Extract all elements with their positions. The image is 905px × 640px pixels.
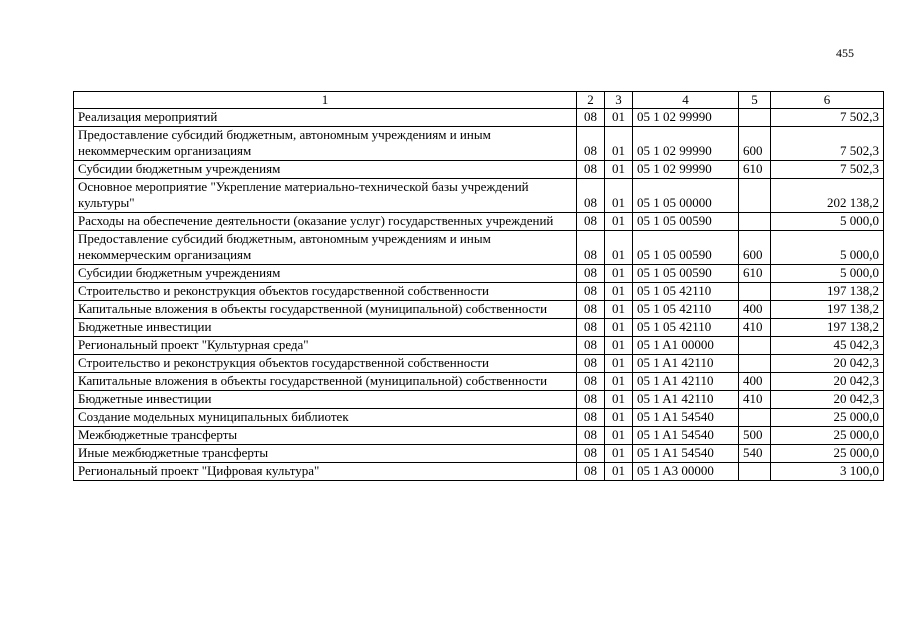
row-expense-type xyxy=(739,109,771,127)
row-name: Межбюджетные трансферты xyxy=(74,427,577,445)
row-section: 08 xyxy=(577,179,605,213)
row-expense-type xyxy=(739,409,771,427)
table-row xyxy=(74,355,884,373)
row-target-article: 05 1 A1 54540 xyxy=(633,409,739,427)
header-cell-target-article: 4 xyxy=(633,92,739,109)
row-section: 08 xyxy=(577,445,605,463)
row-subsection: 01 xyxy=(605,337,633,355)
row-section: 08 xyxy=(577,231,605,265)
row-name: Реализация мероприятий xyxy=(74,109,577,127)
row-section: 08 xyxy=(577,319,605,337)
row-amount: 5 000,0 xyxy=(771,213,884,231)
row-amount: 5 000,0 xyxy=(771,265,884,283)
row-amount: 20 042,3 xyxy=(771,391,884,409)
row-expense-type: 610 xyxy=(739,161,771,179)
row-section: 08 xyxy=(577,409,605,427)
row-target-article: 05 1 A1 42110 xyxy=(633,373,739,391)
row-section: 08 xyxy=(577,161,605,179)
row-target-article: 05 1 05 00590 xyxy=(633,231,739,265)
row-name: Расходы на обеспечение деятельности (оказание услуг) государственных учреждений xyxy=(74,213,577,231)
table-header-row xyxy=(74,92,884,109)
row-section: 08 xyxy=(577,213,605,231)
row-subsection: 01 xyxy=(605,427,633,445)
row-amount: 7 502,3 xyxy=(771,161,884,179)
row-amount: 20 042,3 xyxy=(771,373,884,391)
row-name: Капитальные вложения в объекты государственной (муниципальной) собственности xyxy=(74,301,577,319)
row-subsection: 01 xyxy=(605,231,633,265)
row-expense-type: 410 xyxy=(739,391,771,409)
row-expense-type: 540 xyxy=(739,445,771,463)
table-row xyxy=(74,265,884,283)
row-target-article: 05 1 02 99990 xyxy=(633,127,739,161)
row-amount: 7 502,3 xyxy=(771,109,884,127)
row-subsection: 01 xyxy=(605,355,633,373)
table-row xyxy=(74,127,884,161)
row-amount: 25 000,0 xyxy=(771,427,884,445)
row-name: Основное мероприятие "Укрепление материально-технической базы учреждений культуры" xyxy=(74,179,577,213)
row-target-article: 05 1 02 99990 xyxy=(633,161,739,179)
row-subsection: 01 xyxy=(605,319,633,337)
table-row xyxy=(74,109,884,127)
row-name: Бюджетные инвестиции xyxy=(74,391,577,409)
row-name: Бюджетные инвестиции xyxy=(74,319,577,337)
row-amount: 197 138,2 xyxy=(771,283,884,301)
row-name: Региональный проект "Культурная среда" xyxy=(74,337,577,355)
row-amount: 7 502,3 xyxy=(771,127,884,161)
row-section: 08 xyxy=(577,391,605,409)
row-amount: 197 138,2 xyxy=(771,301,884,319)
row-amount: 3 100,0 xyxy=(771,463,884,481)
row-subsection: 01 xyxy=(605,265,633,283)
header-cell-subsection: 3 xyxy=(605,92,633,109)
table-row xyxy=(74,463,884,481)
header-cell-amount: 6 xyxy=(771,92,884,109)
row-subsection: 01 xyxy=(605,179,633,213)
row-section: 08 xyxy=(577,301,605,319)
row-expense-type xyxy=(739,337,771,355)
table-row xyxy=(74,213,884,231)
row-section: 08 xyxy=(577,109,605,127)
row-subsection: 01 xyxy=(605,127,633,161)
row-name: Создание модельных муниципальных библиотек xyxy=(74,409,577,427)
row-amount: 197 138,2 xyxy=(771,319,884,337)
row-amount: 25 000,0 xyxy=(771,409,884,427)
table-row xyxy=(74,445,884,463)
row-expense-type xyxy=(739,179,771,213)
row-expense-type: 610 xyxy=(739,265,771,283)
row-name: Предоставление субсидий бюджетным, автономным учреждениям и иным некоммерческим организациям xyxy=(74,231,577,265)
row-target-article: 05 1 05 00590 xyxy=(633,265,739,283)
row-expense-type: 500 xyxy=(739,427,771,445)
row-target-article: 05 1 05 00000 xyxy=(633,179,739,213)
row-amount: 20 042,3 xyxy=(771,355,884,373)
row-target-article: 05 1 A3 00000 xyxy=(633,463,739,481)
row-expense-type: 600 xyxy=(739,127,771,161)
row-expense-type: 400 xyxy=(739,373,771,391)
row-expense-type: 600 xyxy=(739,231,771,265)
row-subsection: 01 xyxy=(605,373,633,391)
row-section: 08 xyxy=(577,373,605,391)
row-subsection: 01 xyxy=(605,391,633,409)
table-row xyxy=(74,161,884,179)
page-number: 455 xyxy=(836,46,854,60)
row-target-article: 05 1 05 42110 xyxy=(633,283,739,301)
table-row xyxy=(74,283,884,301)
row-section: 08 xyxy=(577,265,605,283)
row-name: Предоставление субсидий бюджетным, автономным учреждениям и иным некоммерческим организациям xyxy=(74,127,577,161)
row-name: Строительство и реконструкция объектов государственной собственности xyxy=(74,355,577,373)
table-row xyxy=(74,337,884,355)
row-subsection: 01 xyxy=(605,445,633,463)
row-section: 08 xyxy=(577,337,605,355)
row-subsection: 01 xyxy=(605,301,633,319)
table-row xyxy=(74,179,884,213)
table-row xyxy=(74,409,884,427)
row-subsection: 01 xyxy=(605,283,633,301)
row-subsection: 01 xyxy=(605,161,633,179)
table-row xyxy=(74,301,884,319)
header-cell-section: 2 xyxy=(577,92,605,109)
table-row xyxy=(74,231,884,265)
table-row xyxy=(74,373,884,391)
table-row xyxy=(74,391,884,409)
row-target-article: 05 1 A1 42110 xyxy=(633,355,739,373)
row-target-article: 05 1 A1 42110 xyxy=(633,391,739,409)
row-section: 08 xyxy=(577,427,605,445)
header-cell-expense-type: 5 xyxy=(739,92,771,109)
row-subsection: 01 xyxy=(605,109,633,127)
row-name: Строительство и реконструкция объектов государственной собственности xyxy=(74,283,577,301)
row-subsection: 01 xyxy=(605,463,633,481)
row-subsection: 01 xyxy=(605,213,633,231)
row-expense-type xyxy=(739,355,771,373)
header-cell-name: 1 xyxy=(74,92,577,109)
row-target-article: 05 1 05 00590 xyxy=(633,213,739,231)
row-target-article: 05 1 02 99990 xyxy=(633,109,739,127)
row-target-article: 05 1 05 42110 xyxy=(633,301,739,319)
row-name: Региональный проект "Цифровая культура" xyxy=(74,463,577,481)
row-section: 08 xyxy=(577,463,605,481)
row-section: 08 xyxy=(577,355,605,373)
table-row xyxy=(74,427,884,445)
budget-table xyxy=(73,91,884,481)
row-amount: 25 000,0 xyxy=(771,445,884,463)
row-target-article: 05 1 A1 54540 xyxy=(633,427,739,445)
row-section: 08 xyxy=(577,127,605,161)
row-name: Иные межбюджетные трансферты xyxy=(74,445,577,463)
row-target-article: 05 1 05 42110 xyxy=(633,319,739,337)
row-subsection: 01 xyxy=(605,409,633,427)
row-target-article: 05 1 A1 54540 xyxy=(633,445,739,463)
table-row xyxy=(74,319,884,337)
row-section: 08 xyxy=(577,283,605,301)
row-name: Капитальные вложения в объекты государственной (муниципальной) собственности xyxy=(74,373,577,391)
row-expense-type xyxy=(739,283,771,301)
row-expense-type xyxy=(739,213,771,231)
row-amount: 5 000,0 xyxy=(771,231,884,265)
row-expense-type xyxy=(739,463,771,481)
row-name: Субсидии бюджетным учреждениям xyxy=(74,265,577,283)
row-target-article: 05 1 A1 00000 xyxy=(633,337,739,355)
row-expense-type: 400 xyxy=(739,301,771,319)
row-name: Субсидии бюджетным учреждениям xyxy=(74,161,577,179)
row-expense-type: 410 xyxy=(739,319,771,337)
row-amount: 202 138,2 xyxy=(771,179,884,213)
row-amount: 45 042,3 xyxy=(771,337,884,355)
